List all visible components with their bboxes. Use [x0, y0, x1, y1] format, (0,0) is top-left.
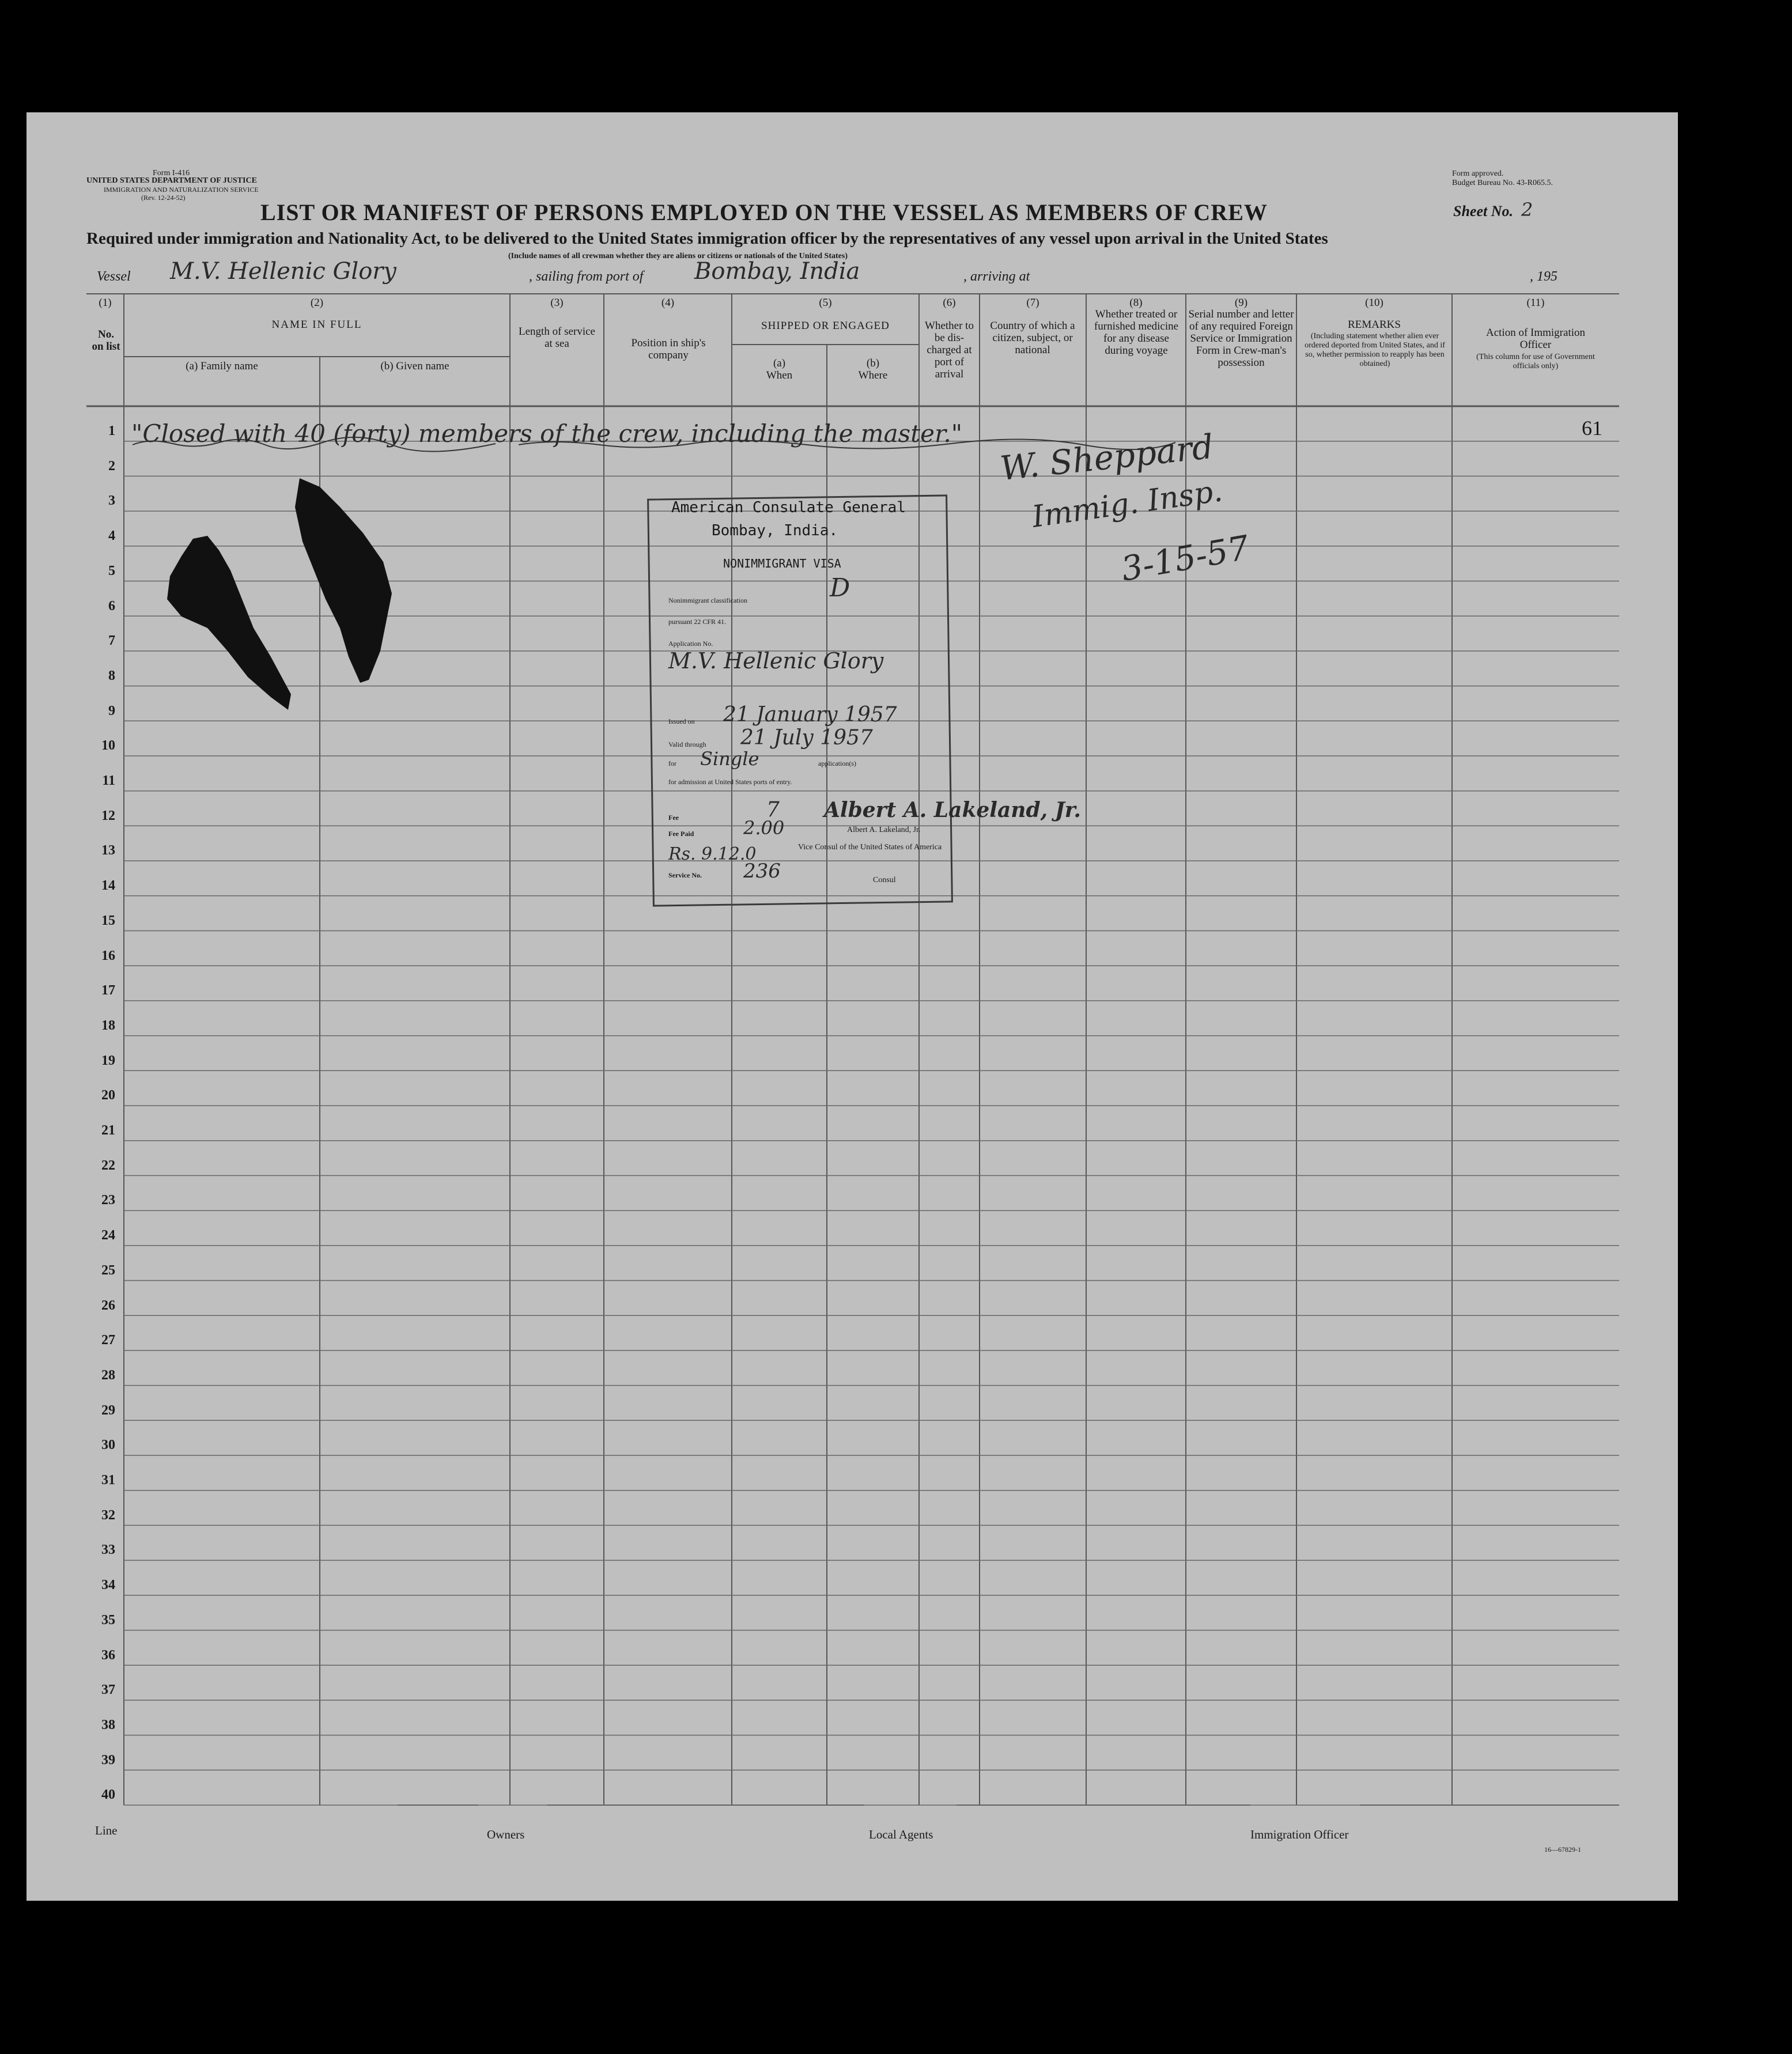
- service-name: IMMIGRATION AND NATURALIZATION SERVICE: [104, 186, 259, 194]
- col-num-9: (9): [1234, 297, 1248, 309]
- remarks-note: (Including statement whether alien ever ordered deported from United States, and if so, whether permission to reapply has been obtained): [1305, 332, 1445, 368]
- footer-line: Line: [95, 1824, 118, 1837]
- form-instruction: (Include names of all crewman whether they are aliens or citizens or nationals of the United States): [508, 252, 848, 260]
- row-number: 17: [101, 983, 115, 998]
- row-number: 10: [101, 738, 115, 754]
- row-number: 34: [101, 1578, 115, 1593]
- footer-agents: Local Agents: [869, 1828, 933, 1841]
- form-number: Form I-416: [153, 169, 190, 177]
- col-num-11: (11): [1526, 297, 1545, 309]
- stamp-signer-name: Albert A. Lakeland, Jr.: [847, 826, 921, 834]
- footer-owners: Owners: [487, 1828, 525, 1841]
- consul-signature: Albert A. Lakeland, Jr.: [824, 798, 1081, 822]
- stamp-consul-title: Vice Consul of the United States of America: [798, 843, 942, 852]
- row-number: 2: [108, 458, 115, 474]
- header-when: (a) When: [766, 357, 793, 381]
- header-no-on-list: No. on list: [92, 328, 120, 353]
- sheet-label: Sheet No.: [1453, 203, 1513, 220]
- row-number: 30: [101, 1438, 115, 1453]
- row-number: 35: [101, 1612, 115, 1628]
- stamp-classification-label: Nonimmigrant classification: [668, 596, 747, 604]
- sheet-number: 2: [1521, 199, 1533, 221]
- row-number: 7: [108, 633, 115, 649]
- row-number: 38: [101, 1717, 115, 1733]
- row-number: 33: [101, 1542, 115, 1558]
- header-position: Position in ship's company: [631, 337, 706, 361]
- row-number: 28: [101, 1367, 115, 1383]
- row-number: 1: [108, 423, 115, 438]
- stamp-city: Bombay, India.: [712, 522, 838, 539]
- header-where: (b) Where: [858, 357, 888, 381]
- row-number: 26: [101, 1298, 115, 1313]
- header-action: Action of Immigration Officer: [1485, 327, 1586, 351]
- stamp-for-label: for: [668, 759, 676, 767]
- header-name-in-full: NAME IN FULL: [271, 319, 362, 331]
- print-code: 16—67829-1: [1544, 1845, 1581, 1853]
- inspection-date: 3-15-57: [1118, 528, 1252, 589]
- row-number: 31: [101, 1473, 115, 1488]
- row-number: 11: [102, 773, 115, 788]
- port-of-departure: Bombay, India: [694, 258, 860, 285]
- col-num-4: (4): [661, 297, 675, 309]
- row1-action-number: 61: [1582, 417, 1602, 440]
- row-number: 39: [101, 1752, 115, 1768]
- inspector-title: Immig. Insp.: [1030, 474, 1225, 535]
- stamp-pursuant: pursuant 22 CFR 41.: [668, 618, 727, 626]
- form-subtitle: Required under immigration and Nationality Act, to be delivered to the United States immigration officer by the representatives of any vessel upon arrival in the United States: [86, 229, 1328, 248]
- row-number: 23: [101, 1193, 115, 1208]
- header-medicine: Whether treated or furnished medicine for any disease during voyage: [1094, 308, 1179, 357]
- stamp-application-suffix: application(s): [818, 759, 856, 767]
- stamp-fee-value: 7: [766, 798, 780, 822]
- col-num-8: (8): [1129, 297, 1143, 309]
- department-name: UNITED STATES DEPARTMENT OF JUSTICE: [86, 176, 257, 185]
- col-num-6: (6): [943, 297, 956, 309]
- stamp-classification-value: D: [830, 573, 850, 603]
- row-number: 21: [101, 1123, 115, 1138]
- stamp-valid-date: 21 July 1957: [740, 726, 873, 750]
- vessel-label: Vessel: [97, 269, 131, 284]
- row-number: 40: [101, 1787, 115, 1803]
- header-given-name: (b) Given name: [380, 360, 449, 372]
- col-num-5: (5): [819, 297, 832, 309]
- action-note: (This column for use of Government officials only): [1476, 353, 1595, 370]
- year-label: , 195: [1530, 269, 1557, 284]
- stamp-visa-type: NONIMMIGRANT VISA: [723, 557, 841, 570]
- stamp-fee-paid-label: Fee Paid: [668, 830, 694, 838]
- row-number: 20: [101, 1088, 115, 1103]
- col-num-7: (7): [1026, 297, 1039, 309]
- header-remarks: REMARKS: [1348, 319, 1401, 331]
- row-number: 27: [101, 1333, 115, 1348]
- header-country: Country of which a citizen, subject, or national: [990, 320, 1075, 356]
- arriving-label: , arriving at: [963, 269, 1030, 284]
- stamp-for-value: Single: [700, 748, 759, 770]
- stamp-admission: for admission at United States ports of entry.: [668, 778, 792, 786]
- row-number: 9: [108, 703, 115, 718]
- row-number: 22: [101, 1157, 115, 1173]
- row-number: 14: [101, 878, 115, 894]
- row-number: 37: [101, 1682, 115, 1698]
- row-number: 5: [108, 563, 115, 578]
- col-num-10: (10): [1365, 297, 1383, 309]
- ribbon-seals: [167, 478, 392, 710]
- row-number: 13: [101, 843, 115, 858]
- stamp-application-label: Application No.: [668, 640, 713, 648]
- page-title: LIST OR MANIFEST OF PERSONS EMPLOYED ON THE VESSEL AS MEMBERS OF CREW: [260, 199, 1268, 225]
- col-num-3: (3): [550, 297, 564, 309]
- row-number: 18: [101, 1017, 115, 1033]
- stamp-fee-label: Fee: [668, 814, 679, 822]
- row1-entry: "Closed with 40 (forty) members of the crew, including the master.": [131, 419, 963, 448]
- col-num-2: (2): [310, 297, 324, 309]
- header-family-name: (a) Family name: [186, 360, 258, 372]
- sailing-label: , sailing from port of: [529, 269, 644, 284]
- stamp-issued-date: 21 January 1957: [723, 703, 897, 727]
- inspector-name: W. Sheppard: [998, 426, 1215, 489]
- footer-officer: Immigration Officer: [1250, 1828, 1349, 1841]
- row-number: 25: [101, 1262, 115, 1278]
- row-number: 4: [108, 528, 115, 544]
- vessel-name: M.V. Hellenic Glory: [170, 258, 397, 285]
- budget-bureau: Budget Bureau No. 43-R065.5.: [1452, 179, 1553, 187]
- stamp-rupees: Rs. 9.12.0: [668, 844, 757, 864]
- stamp-issued-label: Issued on: [668, 717, 695, 725]
- row-number: 3: [108, 493, 115, 509]
- header-discharged: Whether to be dis-charged at port of arrival: [925, 320, 974, 380]
- stamp-service-label: Service No.: [668, 871, 702, 879]
- row-number: 16: [101, 948, 115, 963]
- stamp-valid-label: Valid through: [668, 740, 706, 748]
- row-number: 6: [108, 598, 115, 614]
- header-length-of-service: Length of service at sea: [519, 326, 595, 350]
- row-number: 12: [101, 808, 115, 823]
- header-shipped-or-engaged: SHIPPED OR ENGAGED: [761, 320, 890, 332]
- stamp-service-value: 236: [743, 860, 781, 883]
- row-number: 24: [101, 1228, 115, 1243]
- stamp-consulate: American Consulate General: [671, 499, 906, 516]
- revision-date: (Rev. 12-24-52): [141, 194, 186, 202]
- row-number: 8: [108, 668, 115, 683]
- stamp-consul-short: Consul: [873, 876, 896, 884]
- row-number: 19: [101, 1053, 115, 1068]
- row-number: 15: [101, 913, 115, 928]
- row-number: 36: [101, 1647, 115, 1663]
- row-number: 29: [101, 1402, 115, 1418]
- col-num-1: (1): [99, 297, 112, 309]
- row-number: 32: [101, 1507, 115, 1523]
- header-serial-number: Serial number and letter of any required Foreign Service or Immigration Form in Crew-man's possession: [1188, 308, 1294, 369]
- stamp-fee-paid-value: 2.00: [743, 817, 785, 839]
- form-approved: Form approved.: [1452, 169, 1504, 178]
- stamp-vessel: M.V. Hellenic Glory: [668, 648, 884, 674]
